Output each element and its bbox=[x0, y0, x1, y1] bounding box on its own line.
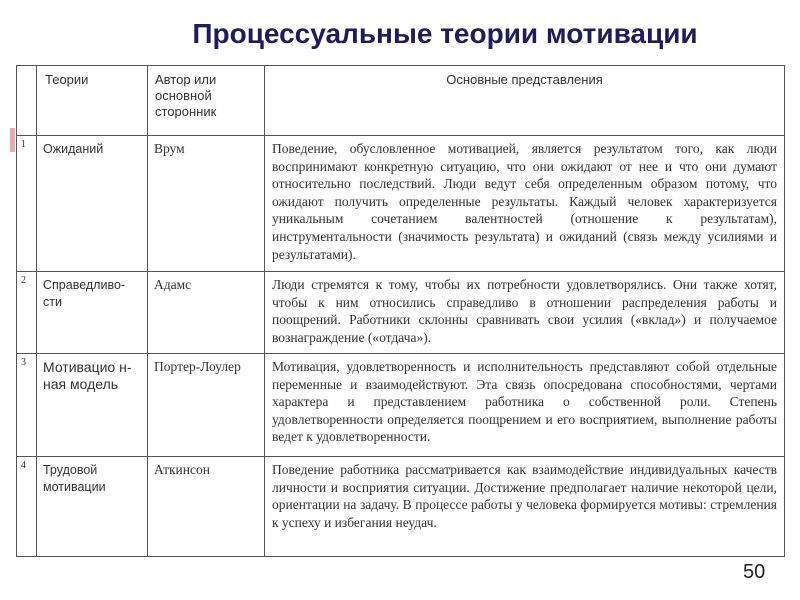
row-number: 2 bbox=[17, 272, 37, 354]
row-description: Поведение работника рассматривается как взаимодействие индивидуальных качеств личности и восприятия ситуации. Достижение предполагает наличие некоторой цели, ориентации на задачу. В процессе работы у человека формируется мотивы: стремления к успеху и избегания неудач. bbox=[265, 457, 785, 557]
table-row bbox=[17, 354, 785, 457]
row-theory: Мотивацио н-ная модель bbox=[37, 354, 148, 457]
header-theory: Теории bbox=[37, 66, 148, 136]
row-author: Портер-Лоулер bbox=[148, 354, 265, 457]
header-author: Автор или основной сторонник bbox=[148, 66, 265, 136]
slide-title: Процессуальные теории мотивации bbox=[192, 18, 698, 49]
table-row bbox=[17, 136, 785, 272]
table-row bbox=[17, 457, 785, 557]
table-row bbox=[17, 272, 785, 354]
table-header-row bbox=[17, 66, 785, 136]
row-description: Люди стремятся к тому, чтобы их потребности удовлетворялись. Они также хотят, чтобы к ним относились справедливо в отношении распределения работы и поощрений. Работники склонны сравнивать свои усилия («вклад») и получаемое вознаграждение («отдача»). bbox=[265, 272, 785, 354]
row-author: Аткинсон bbox=[148, 457, 265, 557]
header-description: Основные представления bbox=[265, 66, 785, 136]
page-number: 50 bbox=[743, 561, 766, 583]
row-description: Мотивация, удовлетворенность и исполнительность представляют собой отдельные переменные и взаимодействуют. Эта связь опосредована способностями, чертами характера и представлением работника о собственной роли. Степень удовлетворенности определяется поощрением и его восприятием, выполнение работы ведет к удовлетворенности. bbox=[265, 354, 785, 457]
row-author: Адамс bbox=[148, 272, 265, 354]
row-number: 4 bbox=[17, 457, 37, 557]
header-number bbox=[17, 66, 37, 136]
theories-table bbox=[16, 65, 785, 557]
row-number: 3 bbox=[17, 354, 37, 457]
row-description: Поведение, обусловленное мотивацией, является результатом того, как люди воспринимают конкретную ситуацию, что они ожидают от нее и что они думают относительно последствий. Люди ведут себя определенным образом потому, что ожидают получить определенные результаты. Каждый человек характеризуется уникальным сочетанием валентностей (отношение к результатам), инструментальности (значимость результата) и ожиданий (связь между усилиями и результатами). bbox=[265, 136, 785, 272]
row-theory: Ожиданий bbox=[37, 136, 148, 272]
row-author: Врум bbox=[148, 136, 265, 272]
row-number: 1 bbox=[17, 136, 37, 272]
decorative-accent-bar bbox=[10, 128, 15, 152]
row-theory: Справедливо-сти bbox=[37, 272, 148, 354]
row-theory: Трудовой мотивации bbox=[37, 457, 148, 557]
